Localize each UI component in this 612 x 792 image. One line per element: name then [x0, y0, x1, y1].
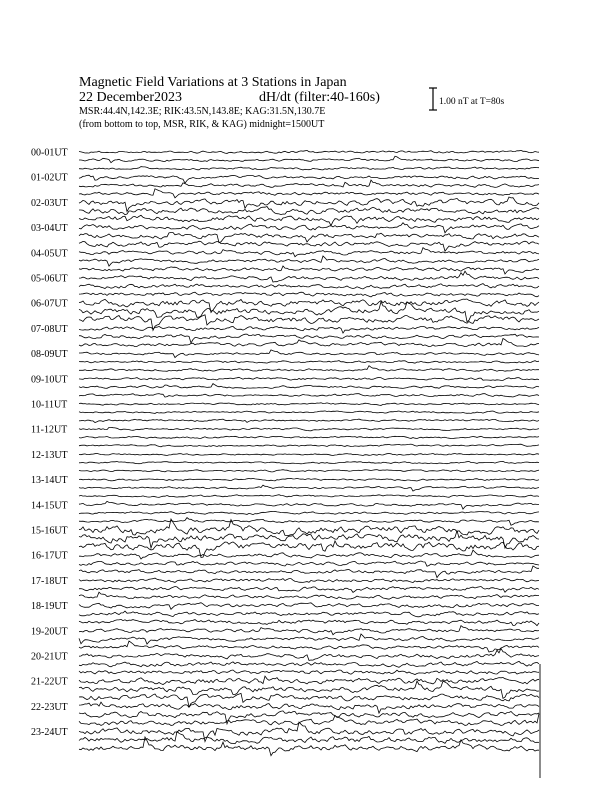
chart-date: 22 December2023 [79, 90, 183, 105]
hour-label: 22-23UT [31, 701, 68, 713]
hour-label: 08-09UT [31, 349, 68, 361]
trace-kag [79, 326, 539, 333]
trace-kag [79, 453, 539, 455]
trace-kag [79, 626, 539, 635]
hour-label: 04-05UT [31, 248, 68, 260]
trace-kag [79, 175, 539, 183]
trace-msr [79, 566, 539, 578]
trace-msr [79, 419, 539, 422]
trace-kag [79, 649, 539, 661]
trace-rik [79, 233, 539, 243]
trace-msr [79, 737, 539, 756]
trace-kag [79, 377, 539, 380]
trace-msr [79, 167, 539, 170]
trace-kag [79, 478, 539, 481]
trace-msr [79, 189, 539, 198]
trace-msr [79, 518, 539, 526]
trace-rik [79, 361, 539, 364]
hour-label: 07-08UT [31, 323, 68, 335]
trace-rik [79, 611, 539, 617]
trace-kag [79, 427, 539, 430]
hour-label: 17-18UT [31, 575, 68, 587]
trace-rik [79, 411, 539, 414]
hour-label: 10-11UT [31, 399, 68, 411]
trace-msr [79, 444, 539, 447]
trace-msr [79, 215, 539, 225]
trace-kag [79, 299, 539, 313]
hour-label: 05-06UT [31, 273, 68, 285]
trace-rik [79, 180, 539, 187]
hour-label: 23-24UT [31, 727, 68, 739]
hour-labels [31, 148, 68, 739]
trace-msr [79, 241, 539, 251]
trace-rik [79, 284, 539, 289]
hour-label: 06-07UT [31, 298, 68, 310]
trace-msr [79, 470, 539, 472]
trace-rik [79, 731, 539, 743]
chart-title: Magnetic Field Variations at 3 Stations in Japan [79, 75, 347, 90]
hour-label: 01-02UT [31, 172, 68, 184]
trace-msr [79, 394, 539, 398]
trace-rik [79, 511, 539, 514]
hour-label: 18-19UT [31, 601, 68, 613]
scale-bar [429, 88, 437, 110]
trace-rik [79, 681, 539, 698]
trace-kag [79, 197, 539, 212]
trace-rik [79, 531, 539, 548]
hour-label: 00-01UT [31, 147, 68, 159]
station-coordinates: MSR:44.4N,142.3E; RIK:43.5N,143.8E; KAG:31.5N,130.7E [79, 106, 326, 117]
hour-label: 03-04UT [31, 223, 68, 235]
trace-rik [79, 156, 539, 163]
station-order-note: (from bottom to top, MSR, RIK, & KAG) midnight=1500UT [79, 119, 325, 130]
trace-kag [79, 403, 539, 406]
hour-label: 21-22UT [31, 676, 68, 688]
trace-rik [79, 436, 539, 438]
trace-msr [79, 693, 539, 707]
trace-kag [79, 501, 539, 509]
hour-label: 09-10UT [31, 374, 68, 386]
trace-msr [79, 495, 539, 498]
chart-quantity: dH/dt (filter:40-160s) [259, 90, 380, 105]
trace-kag [79, 248, 539, 257]
hour-label: 19-20UT [31, 626, 68, 638]
hour-label: 15-16UT [31, 525, 68, 537]
trace-kag [79, 578, 539, 583]
trace-msr [79, 670, 539, 675]
trace-rik [79, 334, 539, 343]
trace-kag [79, 223, 539, 233]
trace-kag [79, 271, 539, 282]
trace-kag [79, 603, 539, 610]
trace-rik [79, 485, 539, 491]
hour-label: 02-03UT [31, 197, 68, 209]
hour-label: 20-21UT [31, 651, 68, 663]
trace-rik [79, 634, 539, 644]
trace-msr [79, 266, 539, 274]
trace-msr [79, 592, 539, 599]
trace-kag [79, 676, 539, 684]
trace-kag [79, 150, 539, 153]
trace-msr [79, 619, 539, 625]
trace-kag [79, 350, 539, 358]
trace-rik [79, 661, 539, 667]
trace-rik [79, 384, 539, 389]
trace-kag [79, 550, 539, 559]
trace-msr [79, 339, 539, 347]
trace-rik [79, 461, 539, 463]
trace-group [79, 150, 540, 778]
hour-label: 16-17UT [31, 550, 68, 562]
trace-kag [79, 702, 539, 713]
trace-rik [79, 256, 539, 266]
hour-label: 13-14UT [31, 475, 68, 487]
trace-msr [79, 366, 539, 372]
hour-label: 14-15UT [31, 500, 68, 512]
trace-rik [79, 207, 539, 215]
hour-label: 12-13UT [31, 449, 68, 461]
hour-label: 11-12UT [31, 424, 68, 436]
trace-rik [79, 587, 539, 593]
trace-rik [79, 561, 539, 566]
trace-msr [79, 292, 539, 297]
scale-bar-label: 1.00 nT at T=80s [439, 97, 505, 107]
